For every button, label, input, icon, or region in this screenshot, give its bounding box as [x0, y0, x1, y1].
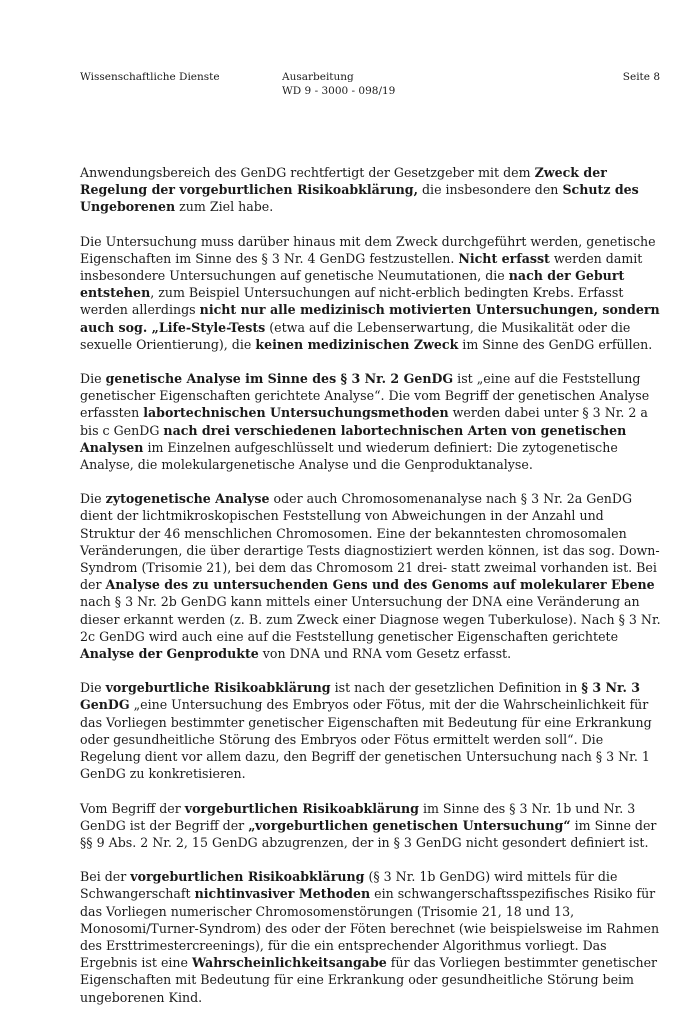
- document-body: [80, 164, 662, 1023]
- text-run: , zum Beispiel Untersuchungen auf nicht-erblich bedingten Krebs. Erfasst werden allerdings: [80, 285, 624, 318]
- text-run: (§ 3 Nr. 1b GenDG) wird mittels für die Schwangerschaft: [80, 869, 618, 902]
- page-header: [80, 70, 660, 102]
- text-run: im Sinne des § 3 Nr. 1b und Nr. 3 GenDG ist der Begriff der: [80, 800, 636, 833]
- bold-text-run: vorgeburtliche Risikoabklärung: [105, 680, 331, 696]
- bold-text-run: Analyse des zu untersuchenden Gens und des Genoms auf molekularer Ebene: [105, 577, 655, 593]
- paragraph: [80, 800, 662, 852]
- text-run: im Einzelnen aufgeschlüsselt und wiederum definiert: Die zytogenetische Analyse, die molekulargenetische Analyse und die Genproduktanalyse.: [80, 439, 618, 473]
- bold-text-run: Zweck der Regelung der vorgeburtlichen Risikoabklärung,: [80, 165, 607, 198]
- bold-text-run: vorgeburtlichen Risikoabklärung: [184, 800, 419, 816]
- text-run: die insbesondere den: [417, 182, 563, 198]
- bold-text-run: „vorgeburtlichen genetischen Untersuchung“: [248, 817, 571, 833]
- bold-text-run: Nicht erfasst: [458, 250, 550, 266]
- document-info: [282, 70, 395, 98]
- bold-text-run: nichtinvasiver Methoden: [194, 886, 371, 902]
- paragraph: [80, 164, 662, 216]
- text-run: Die: [80, 491, 106, 507]
- text-run: (etwa auf die Lebenserwartung, die Musikalität oder die sexuelle Orientierung), die: [80, 319, 631, 352]
- text-run: Bei der: [80, 869, 131, 885]
- text-run: im Sinne der §§ 9 Abs. 2 Nr. 2, 15 GenDG abzugrenzen, der in § 3 GenDG nicht gesondert definiert ist.: [80, 817, 657, 850]
- paragraph: [80, 370, 662, 473]
- bold-text-run: keinen medizinischen Zweck: [255, 336, 459, 352]
- text-run: Vom Begriff der: [80, 800, 185, 816]
- bold-text-run: Schutz des Ungeborenen: [80, 182, 639, 215]
- paragraph: [80, 679, 662, 782]
- text-run: im Sinne des GenDG erfüllen.: [458, 336, 653, 352]
- text-run: nach § 3 Nr. 2b GenDG kann mittels einer Untersuchung der DNA eine Veränderung an dieser erkannt werden (z. B. zum Zweck einer Diagnose wegen Tuberkulose). Nach § 3 Nr. 2c GenDG wird auch eine auf die Feststellung genetischer Eigenschaften gerichtete: [80, 594, 661, 644]
- text-run: ist nach der gesetzlichen Definition in: [330, 680, 582, 696]
- text-run: Die Untersuchung muss darüber hinaus mit dem Zweck durchgeführt werden, genetische Eigenschaften im Sinne des § 3 Nr. 4 GenDG festzustellen.: [80, 233, 656, 266]
- bold-text-run: vorgeburtlichen Risikoabklärung: [130, 869, 365, 885]
- text-run: oder auch Chromosomenanalyse nach § 3 Nr. 2a GenDG dient der lichtmikroskopischen Feststellung von Abweichungen in der Anzahl und Struktur der 46 menschlichen Chromosomen. Eine der bekanntesten chromosomalen Veränderungen, die über derartige Tests diagnostiziert werden können, ist das sog. Down-Syndrom (Trisomie 21), bei dem das Chromosom 21 drei- statt zweimal vorhanden ist. Bei der: [80, 491, 660, 593]
- bold-text-run: zytogenetische Analyse: [105, 491, 270, 507]
- bold-text-run: Wahrscheinlichkeitsangabe: [192, 955, 387, 971]
- text-run: „eine Untersuchung des Embryos oder Fötus, mit der die Wahrscheinlichkeit für das Vorliegen bestimmter genetischer Eigenschaften mit Bedeutung für eine Erkrankung oder gesundheitliche Störung des Embryos oder Fötus ermittelt werden soll“. Die Regelung dient vor allem dazu, den Begriff der genetischen Untersuchung nach § 3 Nr. 1 GenDG zu konkretisieren.: [80, 697, 652, 782]
- text-run: werden damit insbesondere Untersuchungen auf genetische Neumutationen, die: [80, 250, 643, 284]
- paragraph: [80, 490, 662, 662]
- bold-text-run: § 3 Nr. 3 GenDG: [80, 680, 641, 713]
- bold-text-run: nach der Geburt entstehen: [80, 268, 625, 301]
- text-run: ist „eine auf die Feststellung genetischer Eigenschaften gerichtete Analyse“. Die vom Begriff der genetischen Analyse erfassten: [80, 371, 650, 421]
- text-run: ein schwangerschaftsspezifisches Risiko für das Vorliegen numerischer Chromosomenstörungen (Trisomie 21, 18 und 13, Monosomi/Turner-Syndrom) des oder der Föten berechnet (wie beispielsweise im Rahmen des Ersttrimestercreenings), für die ein entsprechender Algorithmus vorliegt. Das Ergebnis ist eine: [80, 886, 660, 971]
- document-type: Ausarbeitung: [282, 71, 354, 83]
- text-run: von DNA und RNA vom Gesetz erfasst.: [258, 646, 512, 662]
- bold-text-run: Analyse der Genprodukte: [80, 646, 259, 662]
- bold-text-run: labortechnischen Untersuchungsmethoden: [143, 405, 449, 421]
- text-run: werden dabei unter § 3 Nr. 2 a bis c GenDG: [80, 405, 648, 438]
- text-run: zum Ziel habe.: [175, 199, 274, 215]
- bold-text-run: nach drei verschiedenen labortechnischen Arten von genetischen Analysen: [80, 422, 627, 455]
- text-run: für das Vorliegen bestimmter genetischer Eigenschaften mit Bedeutung für eine Erkrankung oder gesundheitliche Störung beim ungeborenen Kind.: [80, 955, 658, 1005]
- paragraph: [80, 868, 662, 1006]
- bold-text-run: nicht nur alle medizinisch motivierten Untersuchungen, sondern auch sog. „Life-Style-Tests: [80, 302, 660, 335]
- paragraph: [80, 233, 662, 353]
- bold-text-run: genetische Analyse im Sinne des § 3 Nr. 2 GenDG: [105, 371, 454, 387]
- text-run: Die: [80, 680, 106, 696]
- text-run: Anwendungsbereich des GenDG rechtfertigt der Gesetzgeber mit dem: [80, 165, 535, 180]
- text-run: Die: [80, 371, 106, 387]
- institution-name: Wissenschaftliche Dienste: [80, 71, 220, 83]
- page-number: Seite 8: [622, 71, 660, 83]
- document-number: WD 9 - 3000 - 098/19: [282, 85, 396, 97]
